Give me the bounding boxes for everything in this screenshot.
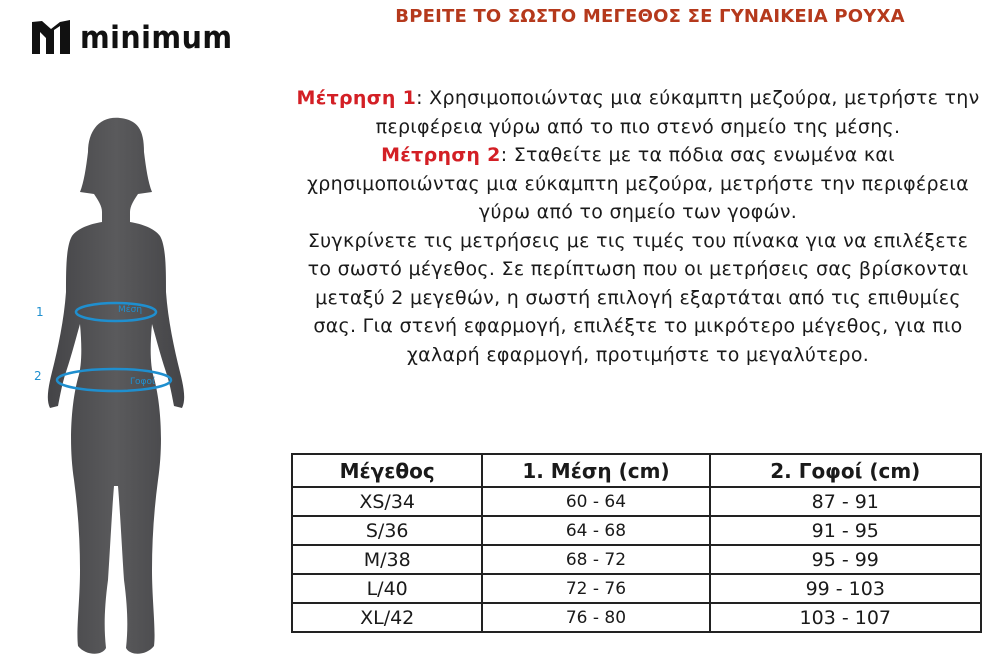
measurement-1-paragraph: [296, 84, 980, 141]
figure-label-1: 1: [36, 305, 44, 319]
cell-waist: 76 - 80: [482, 603, 709, 632]
compare-paragraph: Συγκρίνετε τις μετρήσεις με τις τιμές του πίνακα για να επιλέξετε το σωστό μέγεθος. Σε περίπτωση που οι μετρήσεις σας βρίσκονται μεταξύ 2 μεγεθών, η σωστή επιλογή εξαρτάται από τις επιθυμίες σας. Για στενή εφαρμογή, επιλέξτε το μικρότερο μέγεθος, για πιο χαλαρή εφαρμογή, προτιμήστε το μεγαλύτερο.: [307, 229, 969, 366]
cell-hips: 103 - 107: [710, 603, 981, 632]
table-row: [292, 487, 981, 516]
hips-label: Γοφοί: [130, 377, 156, 387]
header-hips: 2. Γοφοί (cm): [710, 454, 981, 487]
cell-hips: 95 - 99: [710, 545, 981, 574]
measurement-2-text: : Σταθείτε με τα πόδια σας ενωμένα και χρησιμοποιώντας μια εύκαμπτη μεζούρα, μετρήστε την περιφέρεια γύρω από το σημείο των γοφών.: [307, 144, 969, 223]
measurement-instructions: [296, 84, 980, 422]
waist-label: Μέση: [118, 305, 143, 315]
brand-logo: [30, 18, 246, 58]
cell-waist: 72 - 76: [482, 574, 709, 603]
cell-hips: 91 - 95: [710, 516, 981, 545]
cell-size: XL/42: [292, 603, 482, 632]
cell-size: S/36: [292, 516, 482, 545]
cell-size: M/38: [292, 545, 482, 574]
table-header-row: [292, 454, 981, 487]
measurement-2-paragraph: [296, 141, 980, 227]
measurement-1-text: : Χρησιμοποιώντας μια εύκαμπτη μεζούρα, μετρήστε την περιφέρεια γύρω από το πιο στενό σημείο της μέσης.: [375, 87, 980, 138]
cell-waist: 68 - 72: [482, 545, 709, 574]
cell-size: L/40: [292, 574, 482, 603]
cell-size: XS/34: [292, 487, 482, 516]
header-waist: 1. Μέση (cm): [482, 454, 709, 487]
header-size: Μέγεθος: [292, 454, 482, 487]
measurement-2-label: Μέτρηση 2: [381, 144, 501, 166]
size-table: [291, 453, 982, 633]
table-row: [292, 516, 981, 545]
cell-hips: 99 - 103: [710, 574, 981, 603]
table-row: [292, 545, 981, 574]
measurement-1-label: Μέτρηση 1: [296, 87, 417, 109]
brand-name: minimum: [80, 20, 233, 56]
body-silhouette: [28, 110, 203, 660]
logo-mark-icon: [30, 18, 72, 58]
cell-waist: 64 - 68: [482, 516, 709, 545]
figure-label-2: 2: [34, 369, 42, 383]
cell-waist: 60 - 64: [482, 487, 709, 516]
page-title: ΒΡΕΙΤΕ ΤΟ ΣΩΣΤΟ ΜΕΓΕΘΟΣ ΣΕ ΓΥΝΑΙΚΕΙΑ ΡΟΥΧΑ: [395, 6, 905, 27]
table-row: [292, 603, 981, 632]
table-row: [292, 574, 981, 603]
cell-hips: 87 - 91: [710, 487, 981, 516]
